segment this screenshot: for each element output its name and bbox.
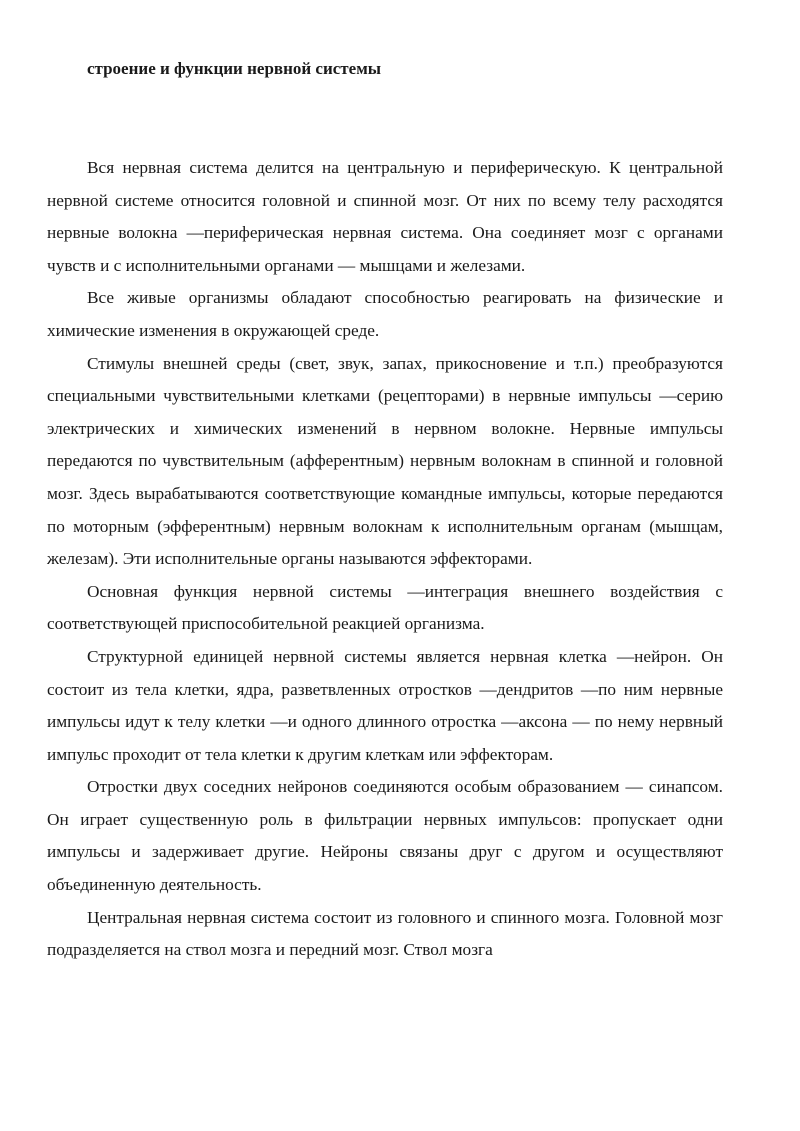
paragraph: Отростки двух соседних нейронов соединяются особым образованием — синапсом. Он играет существенную роль в фильтрации нервных импульсов: пропускает одни импульсы и задерживает другие. Нейроны связаны друг с другом и осуществляют объединенную деятельность. — [47, 777, 723, 895]
paragraph: Вся нервная система делится на центральную и периферическую. К центральной нервной системе относится головной и спинной мозг. От них по всему телу расходятся нервные волокна —периферическая нервная система. Она соединяет мозг с органами чувств и с исполнительными органами — мышцами и железами. — [47, 158, 723, 275]
paragraph: Стимулы внешней среды (свет, звук, запах, прикосновение и т.п.) преобразуются специальными чувствительными клетками (рецепторами) в нервные импульсы —серию электрических и химических изменений в нервном волокне. Нервные импульсы передаются по чувствительным (афферентным) нервным волокнам в спинной и головной мозг. Здесь вырабатываются соответствующие командные импульсы, которые передаются по моторным (эфферентным) нервным волокнам к исполнительным органам (мышцам, железам). Эти исполнительные органы называются эффекторами. — [47, 353, 723, 569]
document-title: строение и функции нервной системы — [87, 59, 382, 78]
paragraph: Центральная нервная система состоит из головного и спинного мозга. Головной мозг подразделяется на ствол мозга и передний мозг. Ствол мозга — [47, 907, 723, 960]
paragraph: Структурной единицей нервной системы является нервная клетка —нейрон. Он состоит из тела клетки, ядра, разветвленных отростков —дендритов —по ним нервные импульсы идут к телу клетки —и одного длинного отростка —аксона — по нему нервный импульс проходит от тела клетки к другим клеткам или эффекторам. — [47, 646, 723, 764]
paragraph: Основная функция нервной системы —интеграция внешнего воздействия с соответствующей приспособительной реакцией организма. — [47, 581, 723, 634]
document-body — [47, 152, 723, 967]
paragraph: Все живые организмы обладают способностью реагировать на физические и химические изменения в окружающей среде. — [47, 288, 723, 340]
